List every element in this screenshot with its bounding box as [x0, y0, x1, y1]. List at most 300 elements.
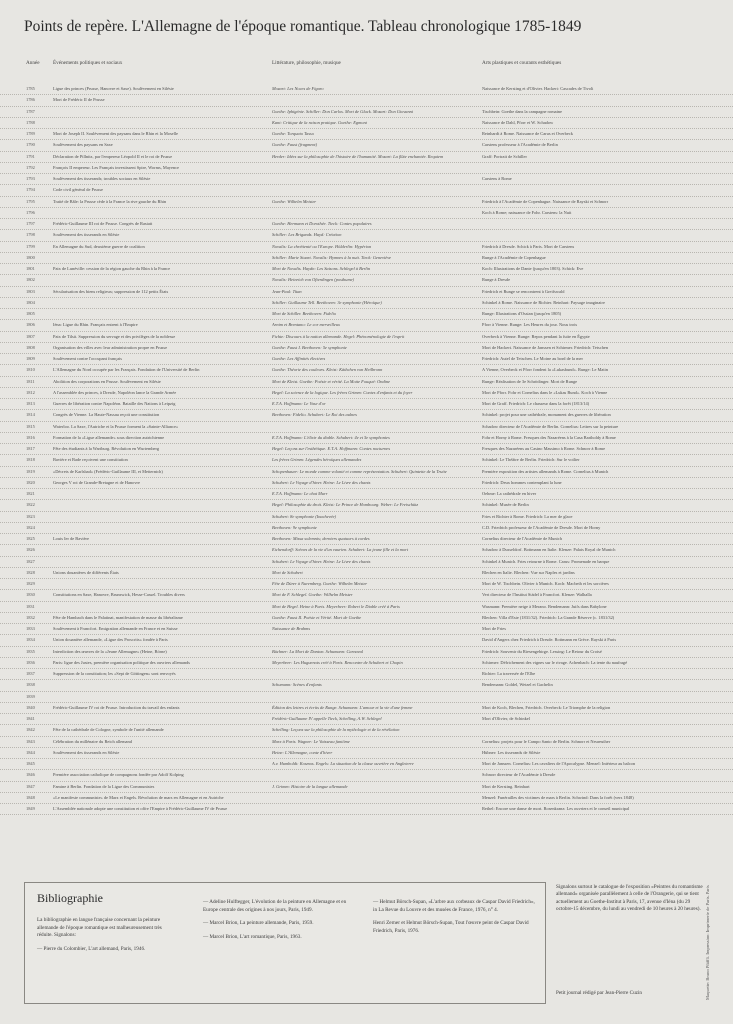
- bibliography-entry: — Marcel Brion, L'art romantique, Paris, 1963.: [203, 933, 302, 940]
- year-cell: 1799: [26, 243, 35, 249]
- arts-cell: Tischbein: Goethe dans la campagne romaine: [482, 108, 562, 114]
- literature-cell: E.T.A. Hoffmann: Le chat Murr: [272, 491, 328, 496]
- arts-cell: Pforr à Vienne. Runge: Les Heures du jour. Nous trois: [482, 322, 578, 328]
- table-row: [0, 95, 733, 106]
- arts-cell: C.D. Friedrich professeur de l'Académie de Dresde. Mort de Horny: [482, 524, 601, 530]
- year-cell: 1789: [26, 131, 35, 136]
- politics-cell: En Allemagne du Sud, deuxième guerre de coalition: [53, 243, 145, 249]
- table-row: [0, 444, 733, 455]
- table-row: [0, 568, 733, 579]
- year-cell: 1833: [26, 626, 35, 631]
- year-cell: 1798: [26, 232, 35, 238]
- literature-cell: Mozart: Les Noces de Figaro: [272, 86, 324, 91]
- politics-cell: Unions douanières de différents États: [53, 569, 119, 575]
- table-row: [0, 377, 733, 388]
- politics-cell: Soulèvement des tisserands en Silésie: [53, 749, 120, 755]
- arts-cell: Mort de Graff. Friedrich: Le chasseur dans la forêt (1813/14): [482, 401, 590, 406]
- year-cell: 1820: [26, 479, 35, 485]
- politics-cell: Soulèvement des tisserands en Silésie: [53, 232, 120, 238]
- year-cell: 1800: [26, 254, 35, 260]
- arts-cell: Friedrich: Souvenir du Riesengebirge. Lessing: Le Retour du Croisé: [482, 648, 602, 654]
- year-cell: 1829: [26, 581, 35, 586]
- arts-cell: Runge: Réalisation de 3e Schrödinger. Mort de Runge: [482, 378, 578, 384]
- table-row: [0, 197, 733, 208]
- arts-cell: Carstens à Rome: [482, 176, 512, 181]
- table-row: [0, 737, 733, 748]
- politics-cell: Iéna: Ligue du Rhin. Français entrent à l'Empire: [53, 322, 138, 328]
- literature-cell: Mort de Hegel. Heine à Paris. Meyerbeer: Robert le Diable créé à Paris: [272, 603, 400, 609]
- literature-cell: Meyerbeer: Les Huguenots créé à Paris. Rencontre de Schubert et Chopin: [272, 659, 403, 665]
- table-row: [0, 264, 733, 275]
- literature-cell: Hegel: La science de la logique. Les frères Grimm: Contes d'enfants et du foyer: [272, 389, 413, 395]
- politics-cell: Traité de Bâle: la Prusse cède à la France la rive gauche du Rhin: [53, 198, 167, 204]
- year-cell: 1797: [26, 221, 35, 226]
- bibliography-entry: — Marcel Brion, La peinture allemande, Paris, 1959.: [203, 920, 314, 926]
- table-row: [0, 253, 733, 264]
- year-cell: 1805: [26, 311, 35, 316]
- arts-cell: Schadow à Dusseldorf. Bottmann en Italie. Klenze: Palais Royal de Munich: [482, 547, 616, 553]
- year-cell: 1796: [26, 209, 35, 215]
- year-cell: 1794: [26, 187, 35, 193]
- exhibition-note: Signalons surtout le catalogue de l'exposition «Peintres du romantisme allemand» organisée parallèlement à celle de l'Orangerie, qui se tient actuellement au Goethe-Institut à Paris, 17, avenue d'Iéna (du 29 octobre-15 décembre, du lundi au vendredi de 10 heures à 20 heures).: [556, 884, 703, 913]
- literature-cell: Mort de Novalis. Haydn: Les Saisons. Schlegel à Berlin: [272, 266, 371, 271]
- arts-cell: Friedrich et Runge se rencontrent à Greifswald: [482, 288, 565, 294]
- year-cell: 1801: [26, 266, 35, 271]
- table-row: [0, 343, 733, 354]
- arts-cell: Mort d'Olivier, de Schinkel: [482, 716, 530, 721]
- literature-cell: Herder: Idées sur la philosophie de l'histoire de l'humanité. Mozart: La flûte enchantée. Requiem: [272, 153, 444, 159]
- arts-cell: Bendemann: Goldel, Wetzel et Gachelin: [482, 682, 553, 688]
- year-cell: 1836: [26, 659, 35, 665]
- year-cell: 1815: [26, 423, 35, 429]
- literature-cell: Schubert: Le Voyage d'hiver. Heine: Le Livre des chants: [272, 558, 371, 564]
- table-row: [0, 388, 733, 399]
- year-cell: 1828: [26, 569, 35, 575]
- arts-cell: Fresques des Nazaréens au Casino Massimo à Rome. Schnorr à Rome: [482, 446, 606, 451]
- arts-cell: Friedrich: Deux hommes contemplant la lune: [482, 479, 562, 485]
- table-row: [0, 523, 733, 534]
- literature-cell: Schumann: Scènes d'enfants: [272, 682, 322, 688]
- literature-cell: Goethe: Théorie des couleurs. Kleist: Käthchen von Heilbronn: [272, 367, 383, 373]
- literature-cell: Schubert: Le Voyage d'hiver. Heine: Le Livre des chants: [272, 479, 371, 485]
- literature-cell: Schopenhauer: Le monde comme volonté et comme représentation. Schubert: Quintette de la Truite: [272, 468, 447, 474]
- literature-cell: Schiller: Marie Stuart. Novalis: Hymnes à la nuit. Tieck: Geneviève: [272, 254, 392, 260]
- table-row: [0, 208, 733, 219]
- bibliography-entry: — Helmut Börsch-Supan, «L'arbre aux corbeaux de Caspar David Friedrich», in La Revue du Louvre et des musées de France, 1976, n° 4.: [373, 899, 535, 913]
- year-cell: 1830: [26, 592, 35, 598]
- literature-cell: Goethe: Les Affinités électives: [272, 356, 326, 361]
- year-cell: 1838: [26, 682, 35, 688]
- literature-cell: A.v. Humboldt: Kosmos. Engels: La situation de la classe ouvrière en Angleterre: [272, 761, 414, 766]
- literature-cell: Beethoven: Missa solemnis; derniers quatuors à cordes: [272, 536, 370, 541]
- politics-cell: Famine à Berlin. Fondation de la Ligue des Communistes: [53, 783, 155, 789]
- year-cell: 1826: [26, 547, 35, 553]
- literature-cell: Les frères Grimm: Légendes héroïques allemandes: [272, 457, 362, 463]
- print-credit: Maquette: Bruno Pfäffli. Impression: Imprimerie de Paris. Paris: [705, 885, 710, 1000]
- year-cell: 1809: [26, 356, 35, 361]
- header-year: Année: [26, 60, 40, 66]
- literature-cell: Naissance de Brahms: [272, 626, 311, 631]
- table-row: [0, 804, 733, 815]
- year-cell: 1848: [26, 794, 35, 800]
- arts-cell: Koch: Illustrations de Dante (jusqu'en 1803). Schick: Eve: [482, 266, 584, 271]
- arts-cell: Mort de Fries: [482, 626, 506, 631]
- arts-cell: Mort de Pforr. Fohr et Cornelius dans le «Lukas Bund». Koch à Vienne: [482, 389, 608, 395]
- table-row: [0, 163, 733, 174]
- year-cell: 1793: [26, 176, 35, 181]
- politics-cell: Georges V roi de Grande-Bretagne et de Hanovre: [53, 479, 140, 485]
- year-cell: 1819: [26, 468, 35, 474]
- literature-cell: Goethe: Faust II. Poésie et Vérité. Mort de Goethe: [272, 614, 362, 620]
- arts-cell: Mort de Janssen. Cornelius: Les cavaliers de l'Apocalypse. Menzel: Intérieur au balcon: [482, 761, 636, 766]
- table-row: [0, 534, 733, 545]
- year-cell: 1814: [26, 412, 35, 418]
- politics-cell: Waterloo. La Saxe, l'Autriche et la Prusse forment la «Sainte-Alliance»: [53, 423, 179, 429]
- year-cell: 1818: [26, 457, 35, 463]
- year-cell: 1821: [26, 491, 35, 496]
- politics-cell: Constitutions en Saxe, Hanovre, Brunswick, Hesse-Cassel. Troubles divers: [53, 592, 185, 598]
- table-row: [0, 500, 733, 511]
- year-cell: 1827: [26, 558, 35, 564]
- table-row: [0, 309, 733, 320]
- year-cell: 1849: [26, 806, 35, 811]
- bibliography-box: [24, 882, 546, 1004]
- arts-cell: Première exposition des artistes allemands à Rome. Cornelius à Munich: [482, 468, 609, 474]
- table-row: [0, 185, 733, 196]
- politics-cell: Célébration du millénaire du Reich allemand: [53, 738, 132, 744]
- header-politics: Événements politiques et sociaux: [53, 60, 123, 66]
- politics-cell: Mort de Joseph II. Soulèvement des paysans dans le Rhin et la Moselle: [53, 131, 178, 136]
- literature-cell: Schiller: Guillaume Tell. Beethoven: 3e symphonie (Héroïque): [272, 299, 382, 305]
- table-row: [0, 467, 733, 478]
- arts-cell: Mort de W. Tischbein. Olivier à Munich. Koch: Macbeth et les sorcières: [482, 581, 609, 586]
- year-cell: 1841: [26, 716, 35, 721]
- literature-cell: Hegel: Leçons sur l'esthétique. E.T.A. Hoffmann: Contes nocturnes: [272, 446, 391, 451]
- table-row: [0, 287, 733, 298]
- literature-cell: Fête de Dürer à Nuremberg. Goethe: Wilhelm Meister: [272, 581, 368, 586]
- bibliography-col-2: [203, 899, 353, 947]
- table-row: [0, 489, 733, 500]
- header-arts: Arts plastiques et courants esthétiques: [482, 60, 562, 66]
- year-cell: 1847: [26, 783, 35, 789]
- arts-cell: Schinkel à Rome. Naissance de Richter. Reinhart: Paysage imaginaire: [482, 299, 605, 305]
- year-cell: 1813: [26, 401, 35, 406]
- table-row: [0, 478, 733, 489]
- literature-cell: Schiller: Les Brigands. Hayd: Création: [272, 232, 342, 238]
- year-cell: 1835: [26, 648, 35, 654]
- literature-cell: Novalis: Heinrich von Ofterdingen (posthume): [272, 277, 355, 283]
- year-cell: 1817: [26, 446, 35, 451]
- arts-cell: Schinkel: projet pour une cathédrale, monument des guerres de libération: [482, 412, 611, 418]
- politics-cell: Frédéric-Guillaume III roi de Prusse. Congrès de Rastatt: [53, 221, 153, 226]
- page-title: Points de repère. L'Allemagne de l'époque romantique. Tableau chronologique 1785-1849: [24, 18, 582, 35]
- politics-cell: François II empereur. Les Français investissent Spire, Worms, Mayence: [53, 164, 180, 170]
- year-cell: 1785: [26, 86, 35, 91]
- year-cell: 1824: [26, 524, 35, 530]
- year-cell: 1786: [26, 97, 35, 103]
- table-row: [0, 320, 733, 331]
- arts-cell: Mort de Kersting. Reinhart: [482, 783, 530, 789]
- table-row: [0, 242, 733, 253]
- table-row: [0, 770, 733, 781]
- table-row: [0, 84, 733, 95]
- arts-cell: Mort de Hackert. Naissance de Janssen et Schirmer. Friedrich: Tetschen: [482, 344, 609, 350]
- arts-cell: Richter: La traversée de l'Elbe: [482, 671, 536, 676]
- politics-cell: Guerres de libération contre Napoléon. Bataille des Nations à Leipzig: [53, 401, 176, 406]
- literature-cell: Beethoven: 9e symphonie: [272, 524, 317, 530]
- table-row: [0, 332, 733, 343]
- table-row: [0, 399, 733, 410]
- table-row: [0, 669, 733, 680]
- politics-cell: L'Allemagne du Nord occupée par les Français. Fondation de l'Université de Berlin: [53, 367, 200, 373]
- literature-cell: Büchner: La Mort de Danton. Schumann: Carnaval: [272, 648, 364, 654]
- politics-cell: «Décrets de Karlsbad» (Frédéric-Guillaume III, et Metternich): [53, 468, 163, 474]
- arts-cell: Fries et Richter à Rome. Friedrich: La mer de glace: [482, 513, 573, 519]
- year-cell: 1843: [26, 738, 35, 744]
- literature-cell: Eichendorff: Scènes de la vie d'un vaurien. Schubert: La jeune fille et la mort: [272, 547, 409, 553]
- literature-cell: E.T.A. Hoffmann: Le Vase d'or: [272, 401, 326, 406]
- table-row: [0, 230, 733, 241]
- year-cell: 1816: [26, 434, 35, 440]
- literature-cell: Novalis: La chrétienté ou l'Europe. Hölderlin: Hypérion: [272, 243, 372, 249]
- bibliography-title: Bibliographie: [37, 891, 103, 905]
- arts-cell: A Vienne, Overbeck et Pforr fondent la «Lukasbund». Runge: Le Matin: [482, 367, 608, 373]
- politics-cell: Sécularisation des biens religieux; suppression de 112 petits États: [53, 288, 169, 294]
- year-cell: 1822: [26, 502, 35, 508]
- bibliography-intro: La bibliographie en langue française concernant la peinture allemande de l'époque romantique est malheureusement très réduite. Signalons:: [37, 917, 162, 938]
- year-cell: 1790: [26, 142, 35, 148]
- arts-cell: Vert directeur de l'Institut Städel à Francfort. Klenze: Walhalla: [482, 592, 592, 598]
- politics-cell: Soulèvement contre l'occupant français: [53, 356, 122, 361]
- literature-cell: Goethe: Faust (fragment): [272, 142, 318, 148]
- year-cell: 1840: [26, 704, 35, 710]
- arts-cell: Schinkel: Le Théâtre de Berlin. Friedrich: Sur le voilier: [482, 457, 580, 463]
- table-row: [0, 782, 733, 793]
- year-cell: 1844: [26, 749, 35, 755]
- table-row: [0, 680, 733, 691]
- politics-cell: Bavière et Bade reçoivent une constitution: [53, 457, 128, 463]
- table-row: [0, 759, 733, 770]
- politics-cell: Mort de Frédéric II de Prusse: [53, 97, 105, 103]
- year-cell: 1837: [26, 671, 35, 676]
- table-row: [0, 275, 733, 286]
- arts-cell: Cornelius: projets pour le Campo Santo de Berlin. Schnorr et Neureuther: [482, 738, 611, 744]
- year-cell: 1807: [26, 333, 35, 339]
- year-cell: 1804: [26, 299, 35, 305]
- table-row: [0, 602, 733, 613]
- table-row: [0, 545, 733, 556]
- bibliography-col-1: [37, 917, 177, 959]
- literature-cell: Goethe: Iphigénie. Schiller: Don Carlos. Mort de Gluck. Mozart: Don Giovanni: [272, 108, 414, 114]
- table-row: [0, 647, 733, 658]
- table-row: [0, 354, 733, 365]
- year-cell: 1810: [26, 367, 35, 373]
- year-cell: 1803: [26, 288, 35, 294]
- arts-cell: Cornelius directeur de l'Académie de Munich: [482, 536, 562, 541]
- politics-cell: Soulèvement des tisserands; troubles sociaux en Silésie: [53, 176, 151, 181]
- literature-cell: J. Grimm: Histoire de la langue allemande: [272, 783, 348, 789]
- table-row: [0, 658, 733, 669]
- table-row: [0, 455, 733, 466]
- table-row: [0, 793, 733, 804]
- literature-cell: Kant: Critique de la raison pratique. Goethe: Egmont: [272, 119, 367, 125]
- table-row: [0, 140, 733, 151]
- table-row: [0, 590, 733, 601]
- arts-cell: Schirmer: Défrichement des vignes sur le rivage. Achenbach: La tente du naufragé: [482, 659, 628, 665]
- arts-cell: Friedrich: Autel de Tetschen. Le Moine au bord de la mer: [482, 356, 583, 361]
- arts-cell: Overbeck à Vienne. Runge: Repos pendant la fuite en Égypte: [482, 333, 590, 339]
- arts-cell: Koch à Rome; naissance de Fohr. Carstens: la Nuit: [482, 209, 572, 215]
- politics-cell: Code civil général de Prusse: [53, 187, 103, 193]
- politics-cell: Paix de Lunéville: cession de la région gauche du Rhin à la France: [53, 266, 171, 271]
- politics-cell: Déclaration de Pillnitz, par l'empereur Léopold II et le roi de Prusse: [53, 153, 173, 159]
- literature-cell: Goethe: Wilhelm Meister: [272, 198, 317, 204]
- table-row: [0, 433, 733, 444]
- arts-cell: Reinhardt à Rome. Naissance de Carus et Overbeck: [482, 131, 573, 136]
- arts-cell: Mort de Koch, Blechen, Friedrich. Overbeck: Le Triomphe de la religion: [482, 704, 611, 710]
- table-row: [0, 219, 733, 230]
- arts-cell: Schnorr directeur de l'Académie à Dresde: [482, 772, 556, 778]
- year-cell: 1808: [26, 344, 35, 350]
- literature-cell: Goethe: Torquato Tasso: [272, 131, 314, 136]
- table-row: [0, 703, 733, 714]
- table-row: [0, 118, 733, 129]
- table-row: [0, 748, 733, 759]
- literature-cell: Heine: L'Allemagne, conte d'hiver: [272, 749, 333, 755]
- table-row: [0, 557, 733, 568]
- arts-cell: Carstens professeur à l'Académie de Berlin: [482, 142, 558, 148]
- politics-cell: L'Assemblée nationale adopte une constitution et offre l'Empire à Frédéric-Guillaume IV de Prusse: [53, 806, 228, 811]
- arts-cell: Hübner: Les tisserands de Silésie: [482, 749, 541, 755]
- year-cell: 1842: [26, 727, 35, 733]
- literature-cell: Frédéric-Guillaume IV appelle Tieck, Schelling, A.W. Schlegel: [272, 716, 382, 721]
- arts-cell: Runge: Illustrations d'Ossian (jusqu'en 1805): [482, 311, 562, 316]
- politics-cell: Soulèvement des paysans en Saxe: [53, 142, 113, 148]
- politics-cell: Première association catholique de compagnons fondée par Adolf Kolping: [53, 772, 184, 778]
- arts-cell: Blechen: Villa d'Este (1831/32). Friedrich: La Grande Réserve (c. 1831/32): [482, 614, 615, 620]
- politics-cell: Fête de Hambach dans le Palatinat, manifestation de masse du libéralisme: [53, 614, 183, 620]
- table-row: [0, 365, 733, 376]
- arts-cell: Graff: Portrait de Schiller: [482, 153, 527, 159]
- politics-cell: Soulèvement à Francfort. Emigration allemande en France et en Suisse: [53, 626, 178, 631]
- arts-cell: David d'Angers chez Friedrich à Dresde. Rottmann en Grèce. Rayski à Paris: [482, 637, 617, 643]
- literature-cell: Goethe: Hermann et Dorothée. Tieck: Contes populaires: [272, 221, 372, 226]
- table-row: [0, 579, 733, 590]
- table-row: [0, 714, 733, 725]
- literature-cell: E.T.A. Hoffmann: L'élixir du diable. Schubert: 4e et 5e symphonies: [272, 434, 390, 440]
- header-literature: Littérature, philosophie, musique: [272, 60, 341, 66]
- year-cell: 1839: [26, 693, 35, 699]
- politics-cell: Paris: ligue des Justes, première organisation politique des ouvriers allemands: [53, 659, 190, 665]
- arts-cell: Rethel: Encore une danse de mort. Rosenkranz: Les ouvriers et le conseil municipal: [482, 806, 630, 811]
- year-cell: 1795: [26, 198, 35, 204]
- literature-cell: Beethoven: Fidelio. Schubert: Le Roi des aulnes: [272, 412, 357, 418]
- year-cell: 1825: [26, 536, 35, 541]
- bibliography-entry: — Pierre du Colombier, L'art allemand, Paris, 1946.: [37, 945, 146, 952]
- politics-cell: Frédéric-Guillaume IV roi de Prusse. Introduction du travail des enfants: [53, 704, 180, 710]
- arts-cell: Blechen en Italie. Blechen: Vue sur Naples et jardins: [482, 569, 575, 575]
- bibliography-entry: — Adeline Hulftegger, L'évolution de la peinture en Allemagne et en Europe centrale des origines à nos jours, Paris, 1949.: [203, 899, 347, 913]
- politics-cell: Fête de la cathédrale de Cologne, symbole de l'unité allemande: [53, 727, 164, 733]
- year-cell: 1812: [26, 389, 35, 395]
- bibliography-col-3: [373, 899, 535, 941]
- literature-cell: Mort de Schiller. Beethoven: Fidelio: [272, 311, 337, 316]
- arts-cell: Oehme: La cathédrale en hiver: [482, 491, 537, 496]
- year-cell: 1802: [26, 277, 35, 283]
- arts-cell: Menzel: Funérailles des victimes de mars à Berlin. Schwind: Dans la forêt (vers 1848): [482, 794, 634, 800]
- literature-cell: Jean-Paul: Titan: [272, 288, 302, 294]
- politics-cell: Ligue des princes (Prusse, Hanovre et Saxe). Soulèvement en Silésie: [53, 86, 174, 91]
- table-row: [0, 410, 733, 421]
- table-row: [0, 152, 733, 163]
- politics-cell: Suppression de la constitution; les «Sept de Göttingen» sont renvoyés: [53, 671, 176, 676]
- table-row: [0, 613, 733, 624]
- politics-cell: «Le manifeste communiste» de Marx et Engels. Révolution de mars en Allemagne et en Autriche: [53, 794, 224, 800]
- literature-cell: Mort de Schubert: [272, 569, 303, 575]
- year-cell: 1788: [26, 119, 35, 125]
- year-cell: 1823: [26, 513, 35, 519]
- table-row: [0, 107, 733, 118]
- year-cell: 1846: [26, 772, 35, 778]
- year-cell: 1845: [26, 761, 35, 766]
- year-cell: 1791: [26, 153, 35, 159]
- politics-cell: Interdiction des œuvres de la «Jeune Allemagne» (Heine, Börne): [53, 648, 167, 654]
- arts-cell: Friedrich à l'Académie de Copenhague. Naissance de Rayski et Schnorr: [482, 198, 609, 204]
- arts-cell: Schadow directeur de l'Académie de Berlin. Cornelius: Lettres sur la peinture: [482, 423, 619, 429]
- year-cell: 1792: [26, 164, 35, 170]
- arts-cell: Fohr et Horny à Rome. Fresques des Nazaréens à la Casa Bartholdy à Rome: [482, 434, 616, 440]
- politics-cell: Union douanière allemande, «Ligue des Proscrits» fondée à Paris: [53, 637, 168, 643]
- politics-cell: Fête des étudiants à la Wartburg. Révolution en Wurtemberg: [53, 446, 160, 451]
- table-row: [0, 512, 733, 523]
- arts-cell: Naissance de Dahl, Pforr et W. Schadow: [482, 119, 554, 125]
- year-cell: 1787: [26, 108, 35, 114]
- arts-cell: Runge à Dresde: [482, 277, 511, 283]
- literature-cell: Mort de Kleist. Goethe: Poésie et vérité. La Motte Fouqué: Ondine: [272, 378, 391, 384]
- politics-cell: Louis Ier de Bavière: [53, 536, 89, 541]
- year-cell: 1831: [26, 603, 35, 609]
- editor-credit: Petit journal rédigé par Jean-Pierre Cuzin: [556, 990, 642, 996]
- arts-cell: Wasmann: Première neige à Merano. Bendemann: Juifs dans Babylone: [482, 603, 607, 609]
- arts-cell: Naissance de Kersting et d'Olivier. Hackert: Cascades de Tivoli: [482, 86, 594, 91]
- table-row: [0, 422, 733, 433]
- table-row: [0, 635, 733, 646]
- literature-cell: Hegel: Philosophie du droit. Kleist: Le Prince de Hombourg. Weber: Le Freischütz: [272, 502, 419, 508]
- literature-cell: Mort de F. Schlegel. Goethe: Wilhelm Meister: [272, 592, 353, 598]
- politics-cell: Congrès de Vienne. La Haute-Nassau reçoit une constitution: [53, 412, 160, 418]
- table-row: [0, 298, 733, 309]
- bibliography-entry: Henri Zerner et Helmut Börsch-Supan, Tout l'œuvre peint de Caspar David Friedrich, Paris, 1976.: [373, 920, 529, 934]
- year-cell: 1811: [26, 378, 35, 384]
- literature-cell: Fichte: Discours à la nation allemande. Hegel: Phénoménologie de l'esprit: [272, 333, 405, 339]
- politics-cell: Paix de Tilsit. Suppression du servage et des privilèges de la noblesse: [53, 333, 176, 339]
- politics-cell: A l'assemblée des princes, à Dresde, Napoléon lance la Grande Armée: [53, 389, 177, 395]
- table-row: [0, 129, 733, 140]
- politics-cell: Organisation des villes avec leur administration propre en Prusse: [53, 344, 168, 350]
- literature-cell: Schelling: Leçons sur la philosophie de la mythologie et de la révélation: [272, 727, 400, 733]
- table-row: [0, 174, 733, 185]
- politics-cell: Abolition des corporations en Prusse. Soulèvement en Silésie: [53, 378, 161, 384]
- arts-cell: Schinkel: Musée de Berlin: [482, 502, 529, 508]
- literature-cell: Arnim et Brentano: Le cor merveilleux: [272, 322, 340, 328]
- year-cell: 1834: [26, 637, 35, 643]
- year-cell: 1832: [26, 614, 35, 620]
- arts-cell: Friedrich à Dresde. Schick à Paris. Mort de Carstens: [482, 243, 575, 249]
- literature-cell: Schubert: 8e symphonie (Inachevée): [272, 513, 337, 519]
- arts-cell: Runge à l'Académie de Copenhague: [482, 254, 546, 260]
- arts-cell: Schinkel à Munich. Fries retourne à Rome. Carus: Promenade en barque: [482, 558, 610, 564]
- politics-cell: Formation de la «Ligue allemande» sous direction autrichienne: [53, 434, 165, 440]
